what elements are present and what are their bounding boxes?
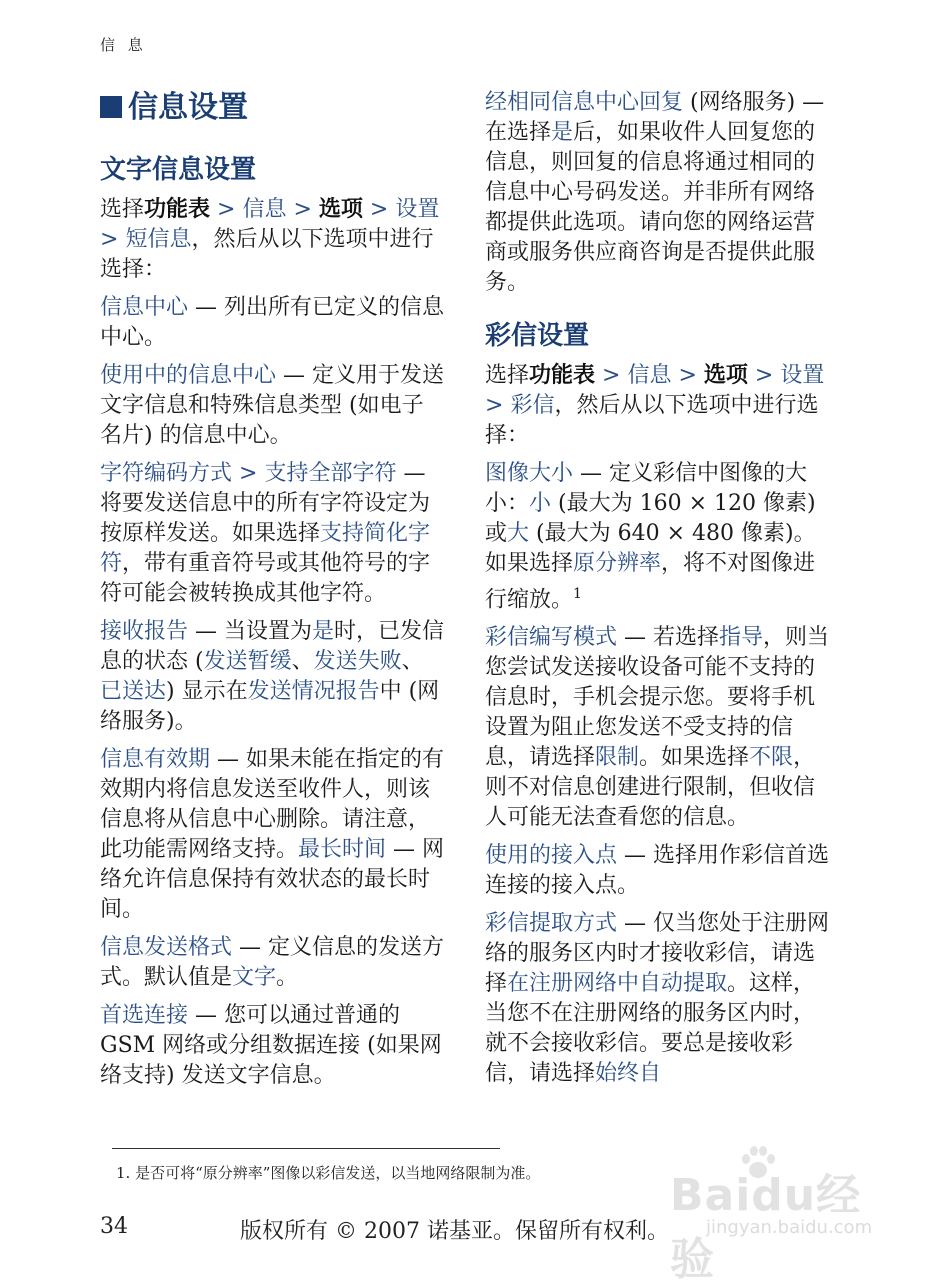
body-text: ，则不对信息创建进行限制，但收信人可能无法查看您的信息。 (485, 745, 816, 831)
body-text: — 您可以通过普通的 GSM 网络或分组数据连接 (如果网络支持) 发送文字信息。 (100, 1003, 442, 1088)
setting-item (100, 293, 445, 353)
setting-item (100, 361, 445, 451)
menu-term: 设置 (395, 197, 440, 222)
body-text: 选择 (485, 363, 530, 388)
menu-term: 发送暂缓 (203, 649, 292, 674)
menu-term: 在注册网络中自动提取 (507, 971, 728, 997)
menu-term: 信息 (627, 363, 672, 388)
menu-term: 彩信提取方式 (485, 911, 618, 937)
watermark-brand: Baidu经验 (670, 1170, 862, 1285)
setting-item (485, 909, 830, 1089)
body-text: — 当设置为 (188, 619, 313, 644)
menu-term: 信息有效期 (100, 747, 211, 772)
body-text: — 仅当您处于注册网络的服务区内时才接收彩信，请选择 (485, 911, 830, 997)
body-text: — 定义彩信中图像的大小： (485, 461, 808, 516)
body-text: (最大为 640 × 480 像素)。如果选择 (485, 521, 816, 576)
setting-item (100, 459, 445, 609)
menu-term: 使用中的信息中心 (100, 363, 277, 388)
menu-term: > (232, 461, 265, 486)
body-text: ，将不对图像进行缩放。 (485, 551, 816, 613)
settings-list-continued (485, 88, 830, 298)
section-header: 信 息 (100, 36, 147, 54)
setting-item (485, 88, 830, 298)
square-bullet-icon (100, 96, 122, 118)
body-text: 后，如果收件人回复您的信息，则回复的信息将通过相同的信息中心号码发送。并非所有网络都提供此选项。请向您的网络运营商或服务供应商咨询是否提供此服务。 (485, 120, 816, 295)
menu-key-term: 选项 (703, 362, 748, 388)
menu-term: 短信息 (125, 227, 192, 252)
settings-list (100, 293, 445, 1091)
body-text: ，然后从以下选项中进行选择： (100, 227, 434, 282)
menu-term: 图像大小 (485, 461, 574, 486)
footnote-divider (112, 1148, 500, 1149)
menu-key-term: 功能表 (144, 196, 211, 222)
body-text: 。如果选择 (639, 745, 750, 771)
body-text: (网络服务) — 在选择 (485, 90, 825, 145)
menu-term: 发送情况报告 (247, 679, 380, 704)
body-text: 、 (291, 649, 314, 674)
menu-term: > (747, 363, 781, 388)
menu-term: 支持简化字符 (100, 521, 431, 576)
menu-term: 不限 (749, 745, 794, 771)
body-text: — 列出所有已定义的信息中心。 (100, 295, 445, 350)
setting-item (485, 841, 830, 901)
body-text: 。 (276, 965, 299, 990)
menu-term: 指导 (719, 625, 764, 651)
left-column (100, 88, 445, 1099)
body-text: ，带有重音符号或其他符号的字符可能会被转换成其他字符。 (100, 551, 431, 606)
menu-term: 大 (507, 521, 530, 546)
body-text: — 选择用作彩信首选连接的接入点。 (485, 843, 830, 899)
menu-term: 彩信编写模式 (485, 625, 618, 651)
body-text: — 将要发送信息中的所有字符设定为按原样发送。如果选择 (100, 461, 431, 546)
body-text: ，然后从以下选项中进行选择： (485, 393, 819, 448)
menu-term: 使用的接入点 (485, 843, 618, 869)
intro-paragraph (100, 194, 445, 285)
menu-term: 发送失败 (313, 649, 402, 674)
menu-term: 彩信 (510, 393, 555, 418)
watermark-site: jingyan.baidu.com (706, 1217, 873, 1238)
body-text: 中 (网络服务)。 (100, 679, 440, 734)
body-text: 选择 (100, 197, 145, 222)
footnote: 1. 是否可将“原分辨率”图像以彩信发送，以当地网络限制为准。 (116, 1164, 541, 1182)
watermark (660, 1135, 900, 1285)
body-text: ) 显示在 (166, 679, 248, 704)
menu-key-term: 选项 (318, 196, 363, 222)
body-text: (最大为 160 × 120 像素) 或 (485, 491, 816, 546)
body-text: 。这样，当您不在注册网络的服务区内时，就不会接收彩信。要总是接收彩信，请选择 (485, 971, 816, 1087)
body-text: — 如果未能在指定的有效期内将信息发送至收件人，则该信息将从信息中心删除。请注意，此功能需网络支持。 (100, 747, 445, 862)
setting-item (100, 1001, 445, 1091)
menu-term: > (286, 197, 319, 222)
footnote-ref: 1 (573, 586, 582, 602)
menu-key-term: 功能表 (529, 362, 596, 388)
menu-term: > (595, 363, 628, 388)
setting-item (485, 459, 830, 615)
menu-term: 支持全部字符 (264, 461, 397, 486)
menu-term: 文字 (232, 965, 277, 990)
menu-term: 限制 (595, 745, 640, 771)
menu-term: 原分辨率 (573, 551, 662, 576)
menu-term: 经相同信息中心回复 (485, 90, 684, 115)
section-heading-text-messages: 文字信息设置 (100, 155, 257, 185)
menu-term: 字符编码方式 (100, 461, 233, 486)
copyright-notice: 版权所有 © 2007 诺基亚。保留所有权利。 (240, 1219, 669, 1244)
menu-term: 接收报告 (100, 619, 189, 644)
right-column (485, 88, 830, 1097)
menu-term: 最长时间 (298, 837, 387, 862)
menu-term: > (362, 197, 396, 222)
menu-term: 设置 (780, 363, 825, 388)
section-heading-mms: 彩信设置 (485, 321, 590, 351)
menu-term: > (100, 227, 126, 252)
menu-term: > (671, 363, 704, 388)
body-text: ，则当您尝试发送接收设备可能不支持的信息时，手机会提示您。要将手机设置为阻止您发送不受支持的信息，请选择 (485, 625, 830, 771)
setting-item (100, 745, 445, 925)
body-text: — 定义信息的发送方式。默认值是 (100, 935, 445, 990)
body-text: — 网络允许信息保持有效状态的最长时间。 (100, 837, 445, 922)
menu-term: > (485, 393, 511, 418)
menu-term: 是 (312, 619, 335, 644)
menu-term: 小 (529, 491, 552, 516)
mms-settings-list (485, 459, 830, 1089)
body-text: — 定义用于发送文字信息和特殊信息类型 (如电子名片) 的信息中心。 (100, 363, 445, 448)
body-text: 时，已发信息的状态 ( (100, 619, 445, 674)
menu-term: 信息 (242, 197, 287, 222)
page-number: 34 (100, 1214, 128, 1239)
setting-item (100, 617, 445, 737)
page-title: 信息设置 (100, 88, 445, 128)
menu-term: 始终自 (595, 1061, 662, 1087)
menu-term: 信息中心 (100, 295, 189, 320)
menu-term: 是 (551, 120, 574, 145)
menu-term: 已送达 (100, 679, 167, 704)
setting-item (100, 933, 445, 993)
body-text: — 若选择 (617, 625, 720, 651)
intro-paragraph-mms (485, 360, 830, 451)
setting-item (485, 623, 830, 833)
menu-term: 首选连接 (100, 1003, 189, 1028)
menu-term: > (210, 197, 243, 222)
menu-term: 信息发送格式 (100, 935, 233, 960)
body-text: 、 (401, 649, 424, 674)
